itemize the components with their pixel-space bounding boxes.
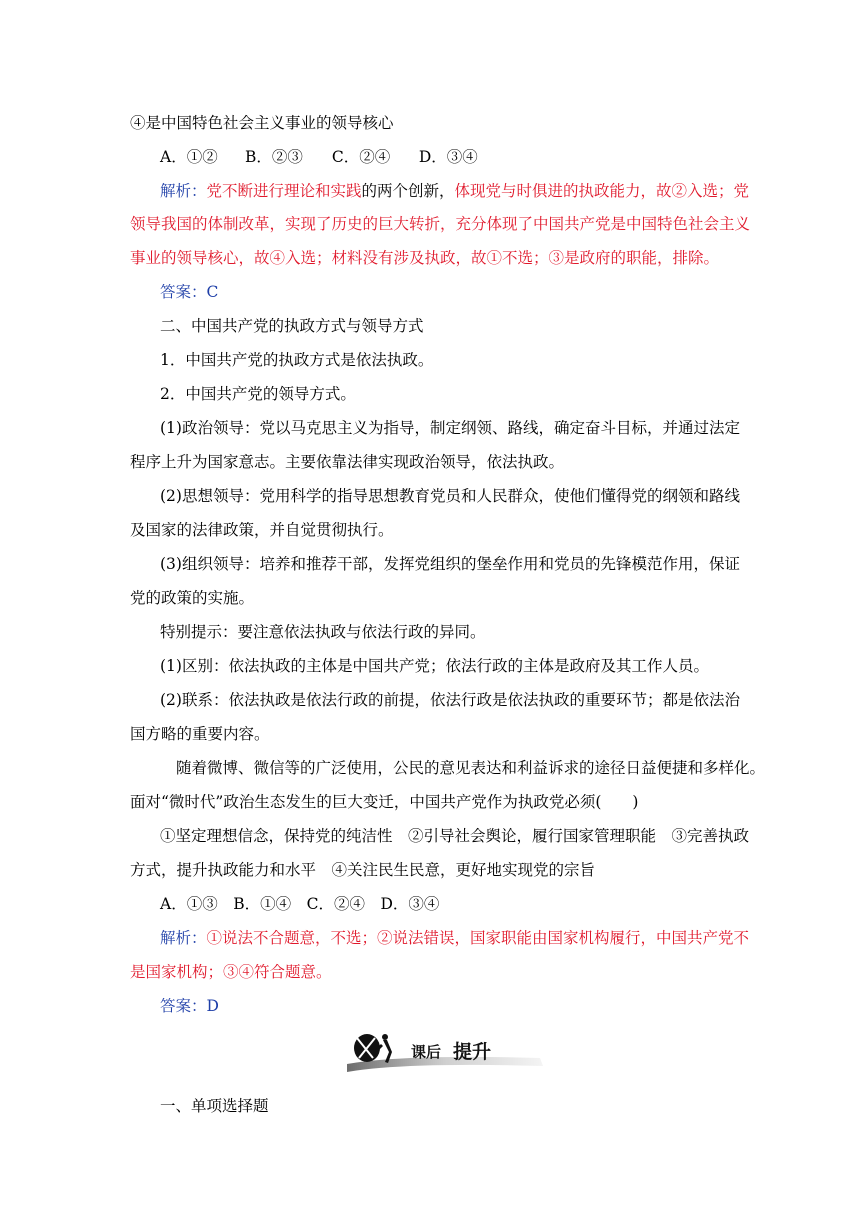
organizational-leadership-line-1: (3)组织领导：培养和推荐干部，发挥党组织的堡垒作用和党员的先锋模范作用，保证 bbox=[160, 555, 740, 573]
choice-a: A．①② bbox=[160, 148, 218, 166]
banner-text-2: 提升 bbox=[453, 1041, 492, 1063]
organizational-leadership-line-2: 党的政策的实施。 bbox=[130, 589, 255, 607]
connection-line-2: 国方略的重要内容。 bbox=[130, 725, 270, 743]
q1-answer: 答案：C bbox=[160, 283, 219, 301]
q2-stem-line-2: 面对“微时代”政治生态发生的巨大变迁，中国共产党作为执政党必须( ) bbox=[130, 793, 639, 811]
choice-d: D．③④ bbox=[418, 148, 478, 166]
q2-analysis-line-2: 是国家机构；③④符合题意。 bbox=[130, 963, 332, 981]
special-tip: 特别提示：要注意依法执政与依法行政的异同。 bbox=[160, 623, 486, 641]
q1-analysis-line-1: 解析：党不断进行理论和实践的两个创新，体现党与时俱进的执政能力，故②入选；党 bbox=[160, 182, 750, 200]
political-leadership-line-1: (1)政治领导：党以马克思主义为指导，制定纲领、路线，确定奋斗目标，并通过法定 bbox=[160, 419, 740, 437]
q2-answer: 答案：D bbox=[160, 997, 219, 1015]
q1-analysis-line-2: 领导我国的体制改革，实现了历史的巨大转折，充分体现了中国共产党是中国特色社会主义 bbox=[130, 215, 751, 233]
analysis-label: 解析： bbox=[160, 182, 207, 200]
section-2-point-2: 2．中国共产党的领导方式。 bbox=[160, 385, 356, 403]
banner-swoosh bbox=[347, 1057, 543, 1072]
after-class-banner bbox=[345, 1028, 545, 1072]
runner-figure-icon bbox=[354, 1034, 392, 1063]
choice-c: C．②④ bbox=[331, 148, 391, 166]
analysis-label: 解析： bbox=[160, 929, 207, 947]
ideological-leadership-line-2: 及国家的法律政策，并自觉贯彻执行。 bbox=[130, 521, 394, 539]
choice-b: B．②③ bbox=[244, 148, 303, 166]
q1-analysis-line-3: 事业的领导核心，故④入选；材料没有涉及执政，故①不选；③是政府的职能，排除。 bbox=[130, 249, 720, 267]
ideological-leadership-line-1: (2)思想领导：党用科学的指导思想教育党员和人民群众，使他们懂得党的纲领和路线 bbox=[160, 487, 740, 505]
section-2-heading: 二、中国共产党的执政方式与领导方式 bbox=[160, 317, 424, 335]
q1-choices bbox=[160, 147, 740, 167]
political-leadership-line-2: 程序上升为国家意志。主要依靠法律实现政治领导，依法执政。 bbox=[130, 453, 565, 471]
connection-line-1: (2)联系：依法执政是依法行政的前提，依法行政是依法执政的重要环节；都是依法治 bbox=[160, 691, 740, 709]
q2-choices: A．①③ B．①④ C．②④ D．③④ bbox=[160, 895, 440, 913]
q2-stem-line-1: 随着微博、微信等的广泛使用，公民的意见表达和利益诉求的途径日益便捷和多样化。 bbox=[176, 759, 766, 777]
q2-options-line-2: 方式，提升执政能力和水平 ④关注民生民意，更好地实现党的宗旨 bbox=[130, 861, 596, 879]
section-3-heading: 一、单项选择题 bbox=[160, 1097, 269, 1115]
banner-text-1: 课后 bbox=[411, 1043, 442, 1061]
q1-option-4: ④是中国特色社会主义事业的领导核心 bbox=[130, 114, 394, 132]
difference-line: (1)区别：依法执政的主体是中国共产党；依法行政的主体是政府及其工作人员。 bbox=[160, 657, 709, 675]
q2-analysis-line-1: 解析：①说法不合题意，不选；②说法错误，国家职能由国家机构履行，中国共产党不 bbox=[160, 929, 750, 947]
section-2-point-1: 1．中国共产党的执政方式是依法执政。 bbox=[160, 351, 434, 369]
q2-options-line-1: ①坚定理想信念，保持党的纯洁性 ②引导社会舆论，履行国家管理职能 ③完善执政 bbox=[160, 827, 750, 845]
banner-graphic bbox=[345, 1028, 545, 1072]
